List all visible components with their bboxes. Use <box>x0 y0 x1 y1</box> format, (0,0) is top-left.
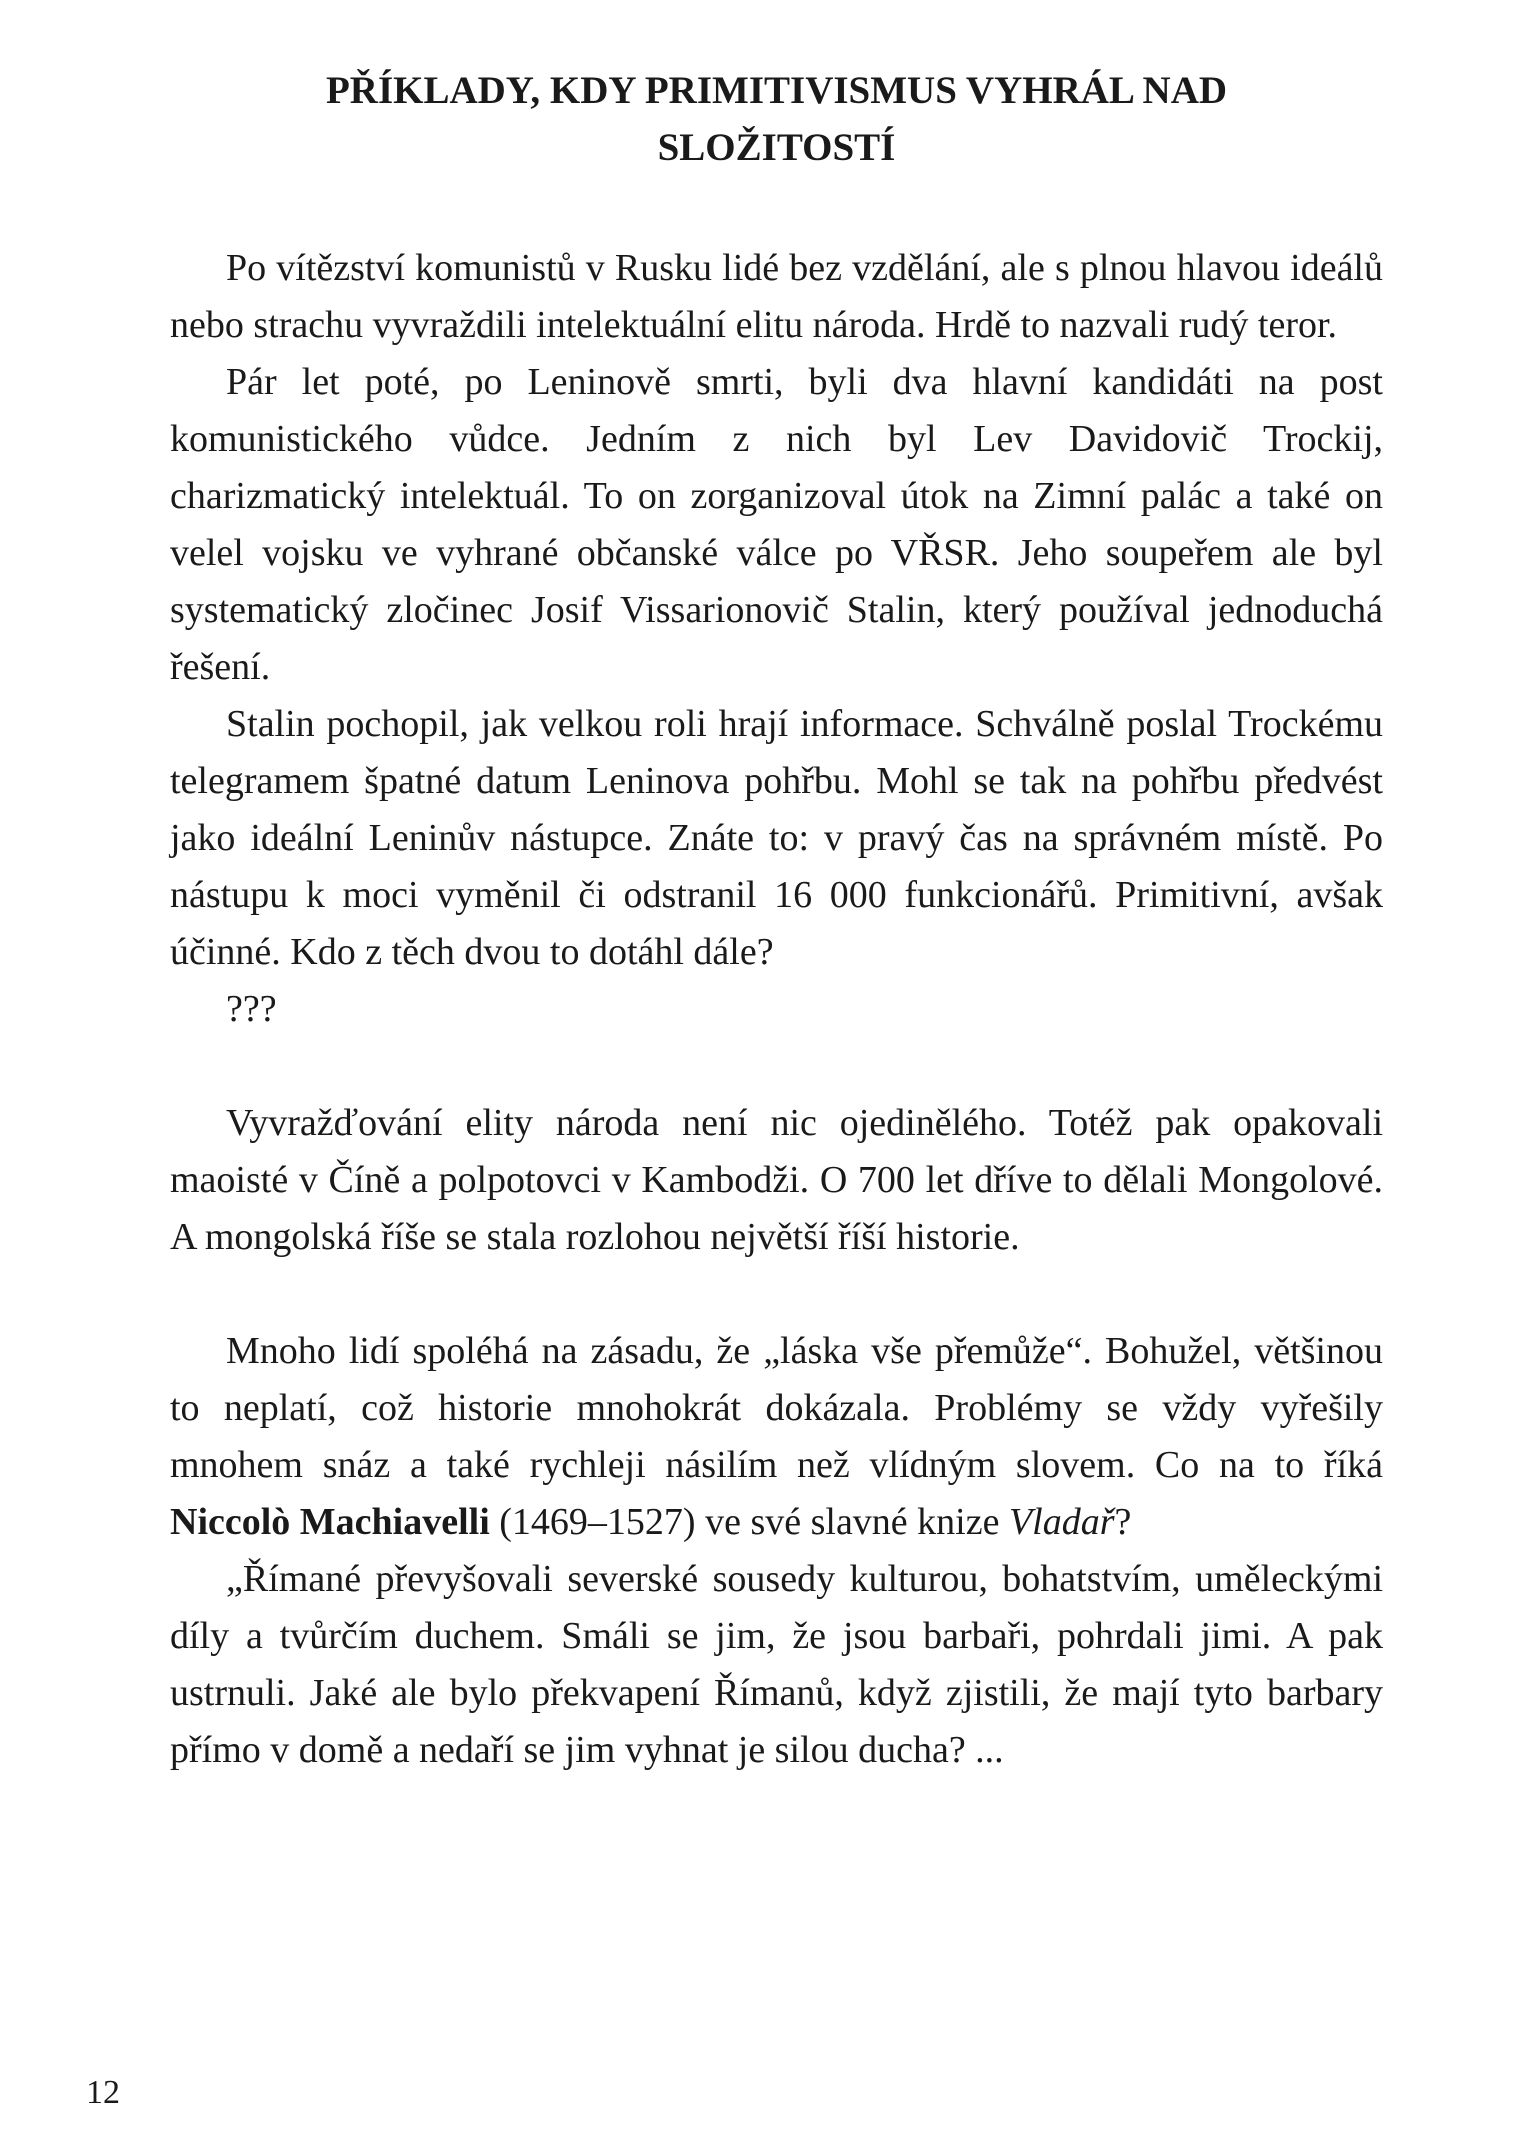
book-title: Vladař <box>1008 1501 1115 1543</box>
paragraph-question-marks: ??? <box>226 988 277 1030</box>
paragraph-machiavelli <box>170 1323 1383 1551</box>
paragraph-elite-extermination: Vyvražďování elity národa není nic ojedinělého. Totéž pak opakovali maoisté v Číně a polpotovci v Kambodži. O 700 let dříve to dělali Mongolové. A mongolská říše se stala rozlohou největší říší historie. <box>170 1102 1383 1258</box>
author-name: Niccolò Machiavelli <box>170 1501 490 1543</box>
chapter-title <box>170 62 1383 176</box>
paragraph-red-terror: Po vítězství komunistů v Rusku lidé bez vzdělání, ale s plnou hlavou ideálů nebo strachu vyvraždili intelektuální elitu národa. Hrdě to nazvali rudý teror. <box>170 247 1383 346</box>
paragraph-romans-quote: „Římané převyšovali severské sousedy kulturou, bohatstvím, uměleckými díly a tvůrčím duchem. Smáli se jim, že jsou barbaři, pohrdali jimi. A pak ustrnuli. Jaké ale bylo překvapení Římanů, když zjistili, že mají tyto barbary přímo v domě a nedaří se jim vyhnat je silou ducha? ... <box>170 1558 1383 1771</box>
chapter-title-line-2: SLOŽITOSTÍ <box>657 126 896 169</box>
paragraph-stalin-telegram: Stalin pochopil, jak velkou roli hrají informace. Schválně poslal Trockému telegramem špatné datum Leninova pohřbu. Mohl se tak na pohřbu předvést jako ideální Leninův nástupce. Znáte to: v pravý čas na správném místě. Po nástupu k moci vyměnil či odstranil 16 000 funkcionářů. Primitivní, avšak účinné. Kdo z těch dvou to dotáhl dále? <box>170 703 1383 973</box>
paragraph-trotsky-stalin: Pár let poté, po Leninově smrti, byli dva hlavní kandidáti na post komunistického vůdce. Jedním z nich byl Lev Davidovič Trockij, charizmatický intelektuál. To on zorganizoval útok na Zimní palác a také on velel vojsku ve vyhrané občanské válce po VŘSR. Jeho soupeřem ale byl systematický zločinec Josif Vissarionovič Stalin, který používal jednoduchá řešení. <box>170 361 1383 688</box>
machiavelli-text-after: ? <box>1114 1501 1132 1543</box>
machiavelli-text-before: Mnoho lidí spoléhá na zásadu, že „láska vše přemůže“. Bohužel, většinou to neplatí, což historie mnohokrát dokázala. Problémy se vždy vyřešily mnohem snáz a také rychleji násilím než vlídným slovem. Co na to říká <box>170 1330 1383 1486</box>
chapter-title-line-1: PŘÍKLADY, KDY PRIMITIVISMUS VYHRÁL NAD <box>325 69 1228 112</box>
body-text <box>170 240 1383 1779</box>
page-number: 12 <box>86 2074 120 2111</box>
machiavelli-text-middle: (1469–1527) ve své slavné knize <box>489 1501 1009 1543</box>
